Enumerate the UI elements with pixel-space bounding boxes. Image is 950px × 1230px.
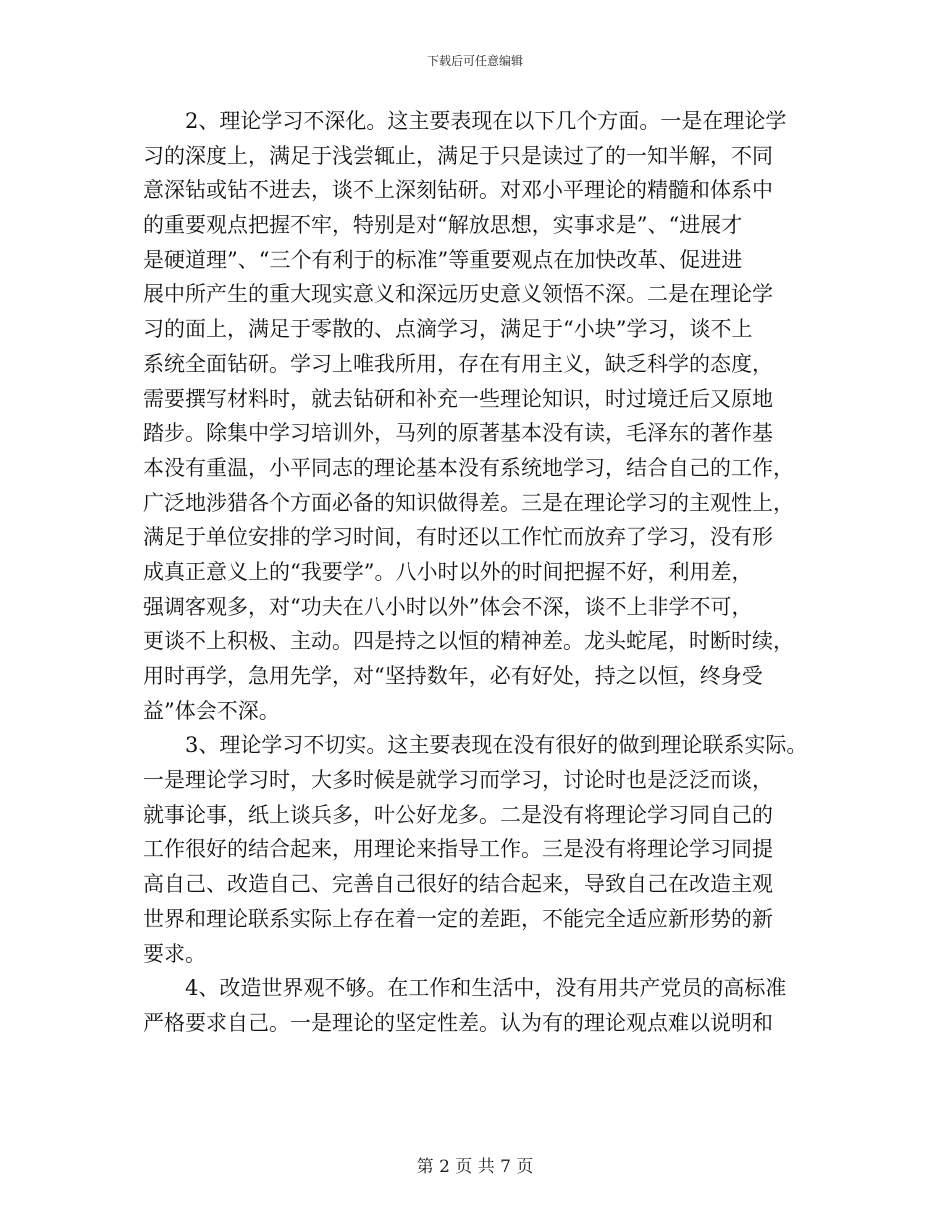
text-line: 益”体会不深。 [143, 698, 280, 723]
text-line: 意深钻或钻不进去，谈不上深刻钻研。对邓小平理论的精髓和体系中 [143, 178, 773, 203]
page-header: 下载后可任意编辑 [426, 54, 523, 68]
page-footer: 第 2 页 共 7 页 [416, 1157, 534, 1177]
text-line: 系统全面钻研。学习上唯我所用，存在有用主义，缺乏科学的态度， [143, 351, 773, 376]
text-line: 满足于单位安排的学习时间，有时还以工作忙而放弃了学习，没有形 [143, 525, 773, 550]
text-line: 是硬道理”、“三个有利于的标准”等重要观点在加快改革、促进进 [143, 247, 743, 272]
text-line: 习的面上，满足于零散的、点滴学习，满足于“小块”学习，谈不上 [143, 317, 753, 342]
text-line: 本没有重温，小平同志的理论基本没有系统地学习，结合自己的工作， [143, 455, 794, 480]
text-line: 要求。 [143, 941, 206, 966]
text-line: 展中所产生的重大现实意义和深远历史意义领悟不深。二是在理论学 [143, 282, 773, 307]
text-line: 工作很好的结合起来，用理论来指导工作。三是没有将理论学习同提 [143, 837, 773, 862]
text-line: 强调客观多，对“功夫在八小时以外”体会不深，谈不上非学不可， [143, 594, 753, 619]
text-line: 严格要求自己。一是理论的坚定性差。认为有的理论观点难以说明和 [143, 1010, 773, 1035]
text-line: 用时再学，急用先学，对“坚持数年，必有好处，持之以恒，终身受 [143, 664, 763, 688]
text-line: 一是理论学习时，大多时候是就学习而学习，讨论时也是泛泛而谈， [143, 768, 773, 793]
text-line: 需要撰写材料时，就去钻研和补充一些理论知识，时过境迁后又原地 [143, 386, 773, 411]
text-line: 更谈不上积极、主动。四是持之以恒的精神差。龙头蛇尾，时断时续， [143, 629, 794, 654]
text-line: 的重要观点把握不牢，特别是对“解放思想，实事求是”、“进展才 [143, 213, 743, 238]
text-line: 就事论事，纸上谈兵多，叶公好龙多。二是没有将理论学习同自己的 [143, 802, 773, 827]
text-line: 世界和理论联系实际上存在着一定的差距，不能完全适应新形势的新 [143, 906, 773, 931]
text-line: 2、理论学习不深化。这主要表现在以下几个方面。一是在理论学 [185, 109, 787, 133]
text-line: 成真正意义上的“我要学”。八小时以外的时间把握不好，利用差， [143, 559, 753, 584]
text-line: 广泛地涉猎各个方面必备的知识做得差。三是在理论学习的主观性上， [143, 490, 794, 515]
text-line: 高自己、改造自己、完善自己很好的结合起来，导致自己在改造主观 [143, 872, 773, 897]
text-line: 3、理论学习不切实。这主要表现在没有很好的做到理论联系实际。 [185, 733, 808, 758]
text-line: 习的深度上，满足于浅尝辄止，满足于只是读过了的一知半解，不同 [143, 143, 773, 168]
document-body [143, 104, 823, 1041]
text-line: 4、改造世界观不够。在工作和生活中，没有用共产党员的高标准 [185, 976, 787, 1001]
text-line: 踏步。除集中学习培训外，马列的原著基本没有读，毛泽东的著作基 [143, 421, 773, 446]
